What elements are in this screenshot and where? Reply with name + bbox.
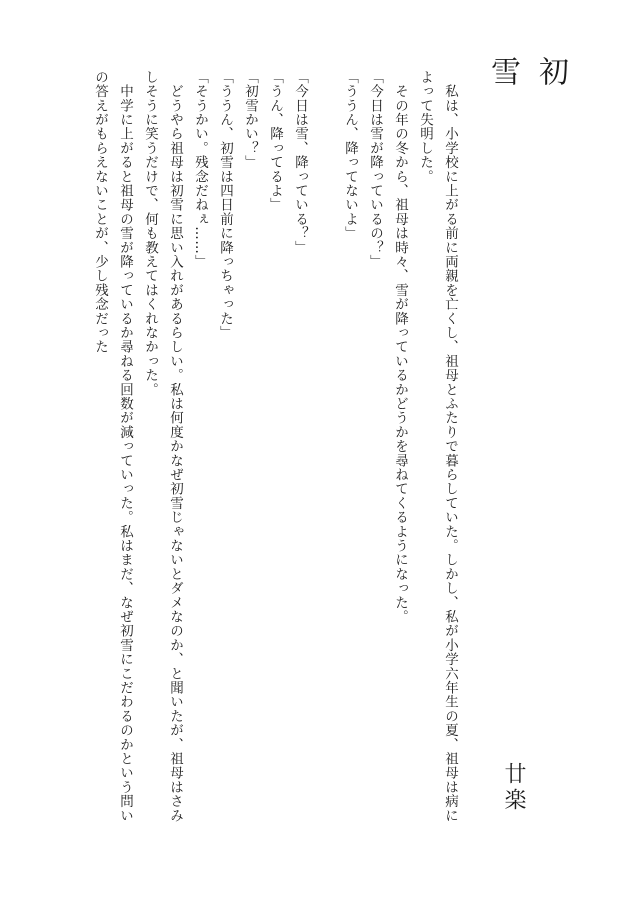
- dialogue-line: 「今日は雪、降っている？」: [292, 70, 308, 255]
- paragraph: 私は、小学校に上がる前に両親を亡くし、祖母とふたりで暮らしていた。しかし、私が小学六年生の夏、祖母は病によって失明した。: [417, 70, 458, 823]
- paragraph: その年の冬から、祖母は時々、雪が降っているかどうかを尋ねてくるようになった。: [392, 70, 408, 624]
- story-body: [82, 70, 462, 830]
- dialogue-line: 「初雪かい？」: [242, 70, 258, 170]
- dialogue-line: 「ううん、初雪は四日前に降っちゃった」: [217, 70, 233, 340]
- dialogue-line: 「ううん、降ってないよ」: [342, 70, 358, 241]
- dialogue-line: 「そうかい。残念だねぇ……」: [192, 70, 208, 269]
- dialogue-line: 「今日は雪が降っているの？」: [367, 70, 383, 269]
- dialogue-line: 「うん、降ってるよ」: [267, 70, 283, 212]
- author-name: 廿楽: [501, 762, 526, 814]
- paragraph: 中学に上がると祖母の雪が降っているか尋ねる回数が減っていった。私はまだ、なぜ初雪にこだわるのかという問いの答えがもらえないことが、少し残念だった: [92, 70, 133, 823]
- story-title: 初雪: [485, 56, 568, 92]
- blank-line: [312, 70, 337, 830]
- paragraph: どうやら祖母は初雪に思い入れがあるらしい。私は何度かなぜ初雪じゃないとダメなのか、と聞いたが、祖母はさみしそうに笑うだけで、何も教えてはくれなかった。: [142, 70, 183, 823]
